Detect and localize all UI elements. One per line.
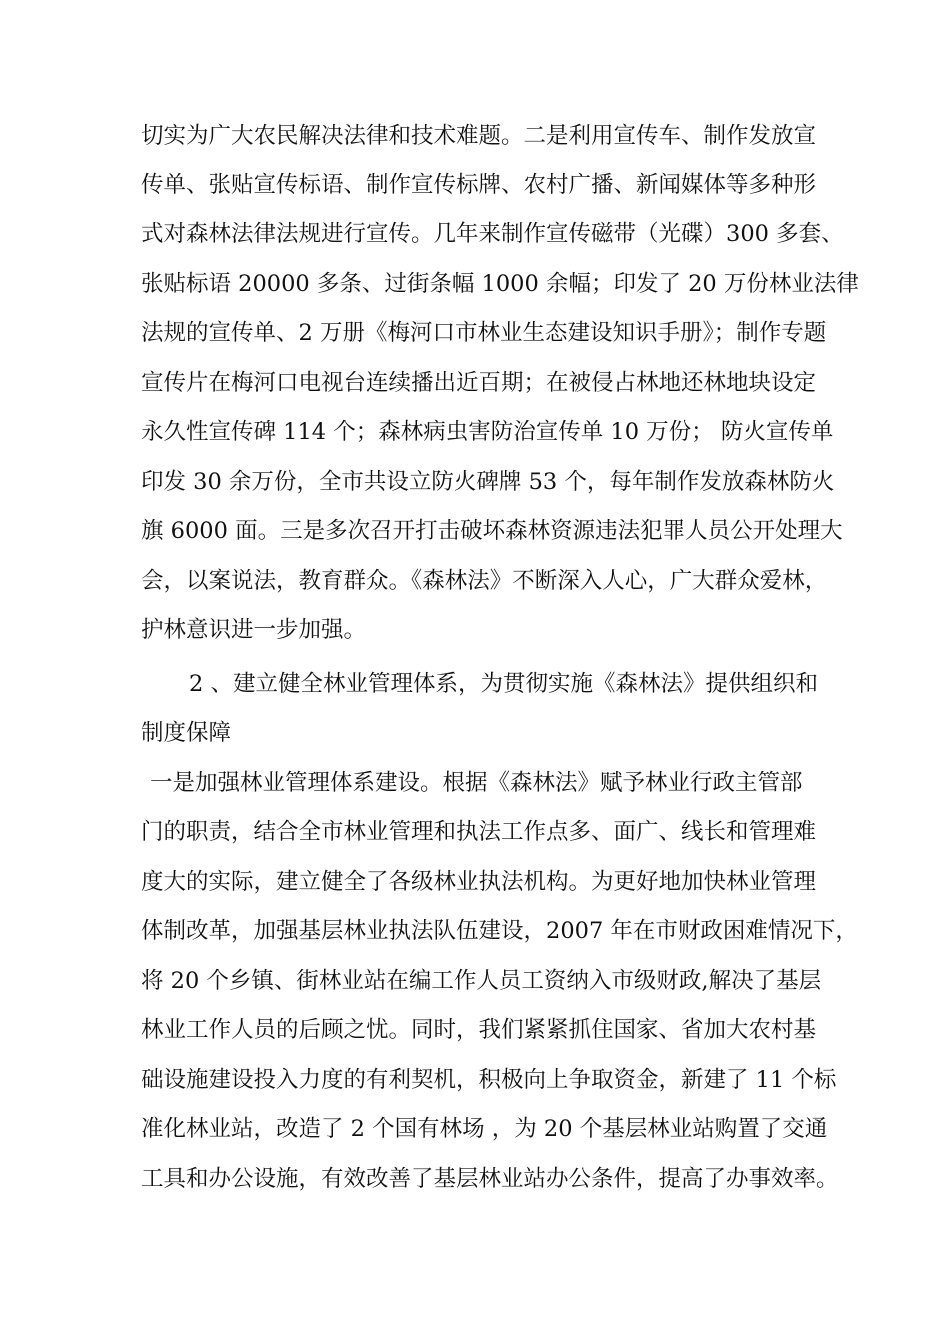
text-line: 工具和办公设施，有效改善了基层林业站办公条件，提高了办事效率。	[141, 1166, 839, 1192]
text-line: 护林意识进一步加强。	[141, 617, 367, 643]
text-line: 印发 30 余万份，全市共设立防火碑牌 53 个，每年制作发放森林防火	[141, 469, 835, 495]
text-line: 体制改革，加强基层林业执法队伍建设，2007 年在市财政困难情况下，	[141, 918, 858, 944]
text-line: 法规的宣传单、2 万册《梅河口市林业生态建设知识手册》；制作专题	[141, 320, 827, 346]
section-heading-line: 2 、建立健全林业管理体系，为贯彻实施《森林法》提供组织和	[189, 671, 818, 697]
text-line: 切实为广大农民解决法律和技术难题。二是利用宣传车、制作发放宣	[141, 123, 817, 149]
text-line: 门的职责，结合全市林业管理和执法工作点多、面广、线长和管理难	[141, 819, 817, 845]
text-line: 旗 6000 面。三是多次召开打击破坏森林资源违法犯罪人员公开处理大	[141, 518, 843, 544]
text-line: 永久性宣传碑 114 个；森林病虫害防治宣传单 10 万份； 防火宣传单	[141, 419, 834, 445]
text-line: 式对森林法律法规进行宣传。几年来制作宣传磁带（光碟）300 多套、	[141, 221, 844, 247]
text-line: 张贴标语 20000 多条、过街条幅 1000 余幅；印发了 20 万份林业法律	[141, 271, 859, 297]
text-line: 一是加强林业管理体系建设。根据《森林法》赋予林业行政主管部	[150, 770, 803, 796]
text-line: 础设施建设投入力度的有利契机，积极向上争取资金，新建了 11 个标	[141, 1067, 837, 1093]
text-line: 宣传片在梅河口电视台连续播出近百期；在被侵占林地还林地块设定	[141, 370, 817, 396]
section-heading-line: 制度保障	[141, 720, 232, 746]
text-line: 将 20 个乡镇、街林业站在编工作人员工资纳入市级财政,解决了基层	[141, 968, 822, 994]
text-line: 会，以案说法，教育群众。《森林法》不断深入人心，广大群众爱林，	[141, 568, 828, 594]
text-line: 度大的实际，建立健全了各级林业执法机构。为更好地加快林业管理	[141, 869, 817, 895]
text-line: 准化林业站，改造了 2 个国有林场 ，为 20 个基层林业站购置了交通	[141, 1116, 828, 1142]
text-line: 传单、张贴宣传标语、制作宣传标牌、农村广播、新闻媒体等多种形	[141, 172, 817, 198]
text-line: 林业工作人员的后顾之忧。同时，我们紧紧抓住国家、省加大农村基	[141, 1017, 817, 1043]
